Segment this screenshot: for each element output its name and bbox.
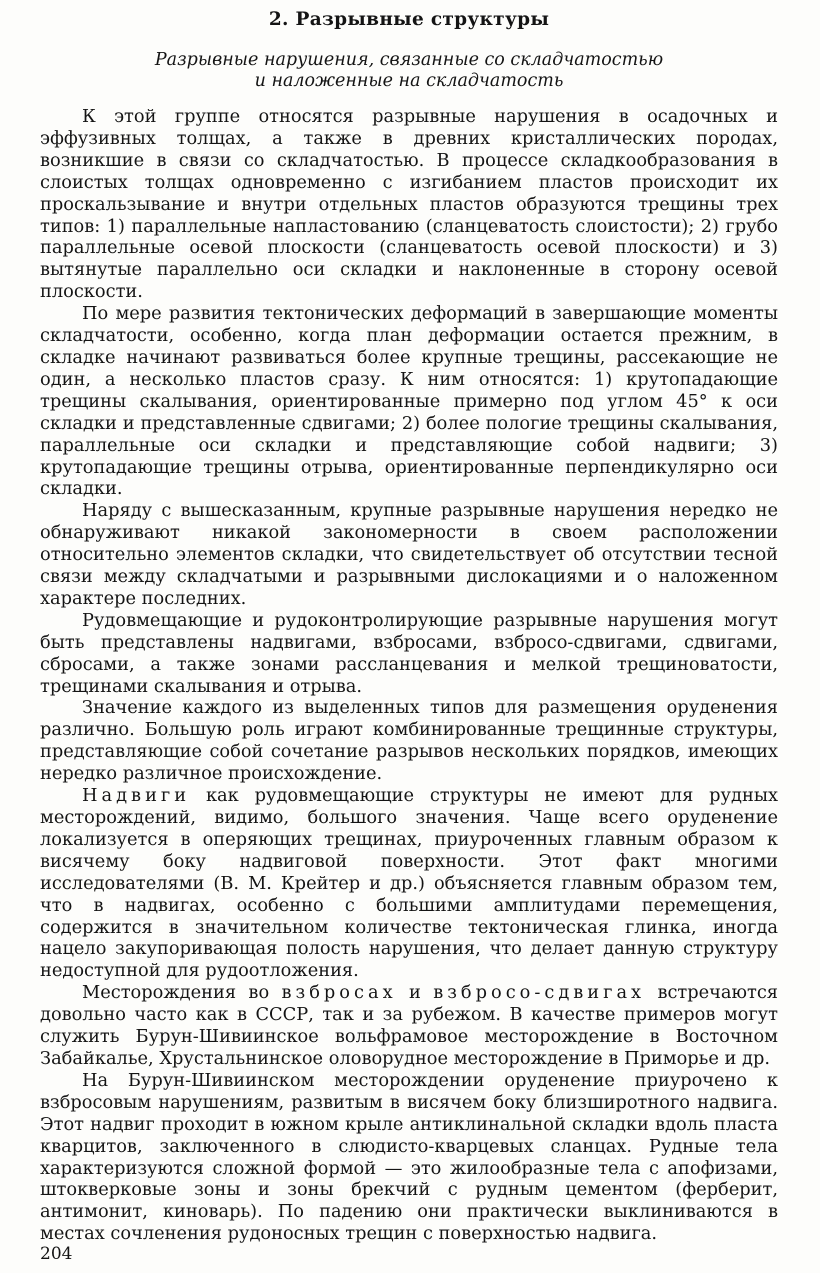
body-text	[40, 106, 778, 1245]
paragraph-7-start: Месторождения во	[82, 982, 282, 1004]
paragraph-1: К этой группе относятся разрывные нарушения в осадочных и эффузивных толщах, а также в древних кристаллических породах, возникшие в связи со складчатостью. В процессе складкообразования в слоистых толщах одновременно с изгибанием пластов происходит их проскальзывание и внутри отдельных пластов образуются трещины трех типов: 1) параллельные напластованию (сланцеватость слоистости); 2) грубо параллельные осевой плоскости (сланцеватость осевой плоскости) и 3) вытянутые параллельно оси складки и наклоненные в сторону осевой плоскости.	[40, 106, 778, 303]
term-reverse-strike-slip: взбросо-сдвигах	[433, 982, 646, 1004]
paragraph-5: Значение каждого из выделенных типов для размещения оруденения различно. Большую роль играют комбинированные трещинные структуры, представляющие собой сочетание разрывов нескольких порядков, имеющих нередко различное происхождение.	[40, 697, 778, 785]
paragraph-7-mid: и	[396, 982, 434, 1004]
paragraph-6	[40, 785, 778, 982]
paragraph-7-text: встречаются довольно часто как в СССР, так и за рубежом. В качестве примеров могут служить Бурун-Шивиинское вольфрамовое месторождение в Восточном Забайкалье, Хрустальнинское оловорудное месторождение в Приморье и др.	[40, 982, 779, 1069]
subtitle-line-1: Разрывные нарушения, связанные со складчатостью	[154, 50, 664, 70]
paragraph-2: По мере развития тектонических деформаций в завершающие моменты складчатости, особенно, когда план деформации остается прежним, в складке начинают развиваться более крупные трещины, рассекающие не один, а несколько пластов сразу. К ним относятся: 1) крутопадающие трещины скалывания, ориентированные примерно под углом 45° к оси складки и представленные сдвигами; 2) более пологие трещины скалывания, параллельные оси складки и представляющие собой надвиги; 3) крутопадающие трещины отрыва, ориентированные перпендикулярно оси складки.	[40, 303, 778, 500]
page-number: 204	[40, 1244, 73, 1264]
paragraph-6-text: как рудовмещающие структуры не имеют для рудных месторождений, видимо, большого значения. Чаще всего оруденение локализуется в оперяющих трещинах, приуроченных главным образом к висячему боку надвиговой поверхности. Этот факт многими исследователями (В. М. Крейтер и др.) объясняется главным образом тем, что в надвигах, особенно с большими амплитудами перемещения, содержится в значительном количестве тектоническая глинка, иногда нацело закупоривающая полость нарушения, что делает данную структуру недоступной для рудоотложения.	[40, 785, 778, 982]
term-reverse-faults: взбросах	[281, 982, 397, 1004]
paragraph-8: На Бурун-Шивиинском месторождении оруденение приурочено к взбросовым нарушениям, развитым в висячем боку близширотного надвига. Этот надвиг проходит в южном крыле антиклинальной складки вдоль пласта кварцитов, заключенного в слюдисто-кварцевых сланцах. Рудные тела характеризуются сложной формой — это жилообразные тела с апофизами, штокверковые зоны и зоны брекчий с рудным цементом (ферберит, антимонит, киноварь). По падению они практически выклиниваются в местах сочленения рудоносных трещин с поверхностью надвига.	[40, 1069, 778, 1245]
paragraph-4: Рудовмещающие и рудоконтролирующие разрывные нарушения могут быть представлены надвигами, взбросами, взбросо-сдвигами, сдвигами, сбросами, а также зонами рассланцевания и мелкой трещиноватости, трещинами скалывания и отрыва.	[40, 609, 778, 697]
section-subtitle	[40, 50, 778, 92]
term-thrusts: Надвиги	[82, 785, 191, 807]
subtitle-line-2: и наложенные на складчатость	[254, 71, 564, 91]
section-title: 2. Разрывные структуры	[268, 9, 550, 30]
paragraph-3: Наряду с вышесказанным, крупные разрывные нарушения нередко не обнаруживают никакой закономерности в своем расположении относительно элементов складки, что свидетельствует об отсутствии тесной связи между складчатыми и разрывными дислокациями и о наложенном характере последних.	[40, 500, 778, 609]
paragraph-7	[40, 982, 778, 1070]
